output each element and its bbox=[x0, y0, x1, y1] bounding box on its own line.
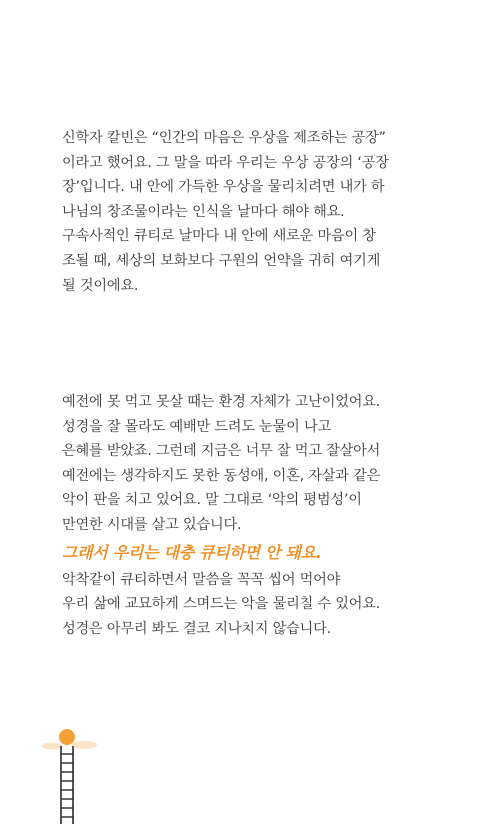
text-line: 신학자 칼빈은 “인간의 마음은 우상을 제조하는 공장” bbox=[62, 130, 386, 146]
paragraph-idol-factory bbox=[62, 126, 452, 298]
text-line: 구속사적인 큐티로 날마다 내 안에 새로운 마음이 창 bbox=[62, 228, 376, 245]
paragraph-banality-of-evil bbox=[62, 390, 452, 641]
text-line: 될 것이에요. bbox=[62, 277, 139, 294]
text-line: 우리 삶에 교묘하게 스며드는 악을 물리칠 수 있어요. bbox=[62, 596, 381, 613]
text-line: 예전에 못 먹고 못살 때는 환경 자체가 고난이었어요. bbox=[62, 394, 381, 410]
text-line: 은혜를 받았죠. 그런데 지금은 너무 잘 먹고 잘살아서 bbox=[62, 443, 381, 460]
text-line: 성경은 아무리 봐도 결코 지나치지 않습니다. bbox=[62, 620, 331, 637]
ladder-to-sun-icon bbox=[40, 724, 100, 824]
text-line: 만연한 시대를 살고 있습니다. bbox=[62, 516, 242, 533]
text-line: 예전에는 생각하지도 못한 동성애, 이혼, 자살과 같은 bbox=[62, 467, 381, 484]
text-line: 악이 판을 치고 있어요. 말 그대로 ‘악의 평범성’이 bbox=[62, 492, 362, 509]
text-line: 악착같이 큐티하면서 말씀을 꼭꼭 씹어 먹어야 bbox=[62, 571, 341, 588]
text-line: 나님의 창조물이라는 인식을 날마다 해야 해요. bbox=[62, 203, 345, 220]
text-line: 조될 때, 세상의 보화보다 구원의 언약을 귀히 여기게 bbox=[62, 252, 381, 269]
text-line: 이라고 했어요. 그 말을 따라 우리는 우상 공장의 ‘공장 bbox=[62, 154, 389, 171]
text-line: 장’입니다. 내 안에 가득한 우상을 물리치려면 내가 하 bbox=[62, 179, 385, 196]
emphasis-line: 그래서 우리는 대충 큐티하면 안 돼요. bbox=[62, 542, 322, 562]
text-line: 성경을 잘 몰라도 예배만 드려도 눈물이 나고 bbox=[62, 418, 331, 435]
